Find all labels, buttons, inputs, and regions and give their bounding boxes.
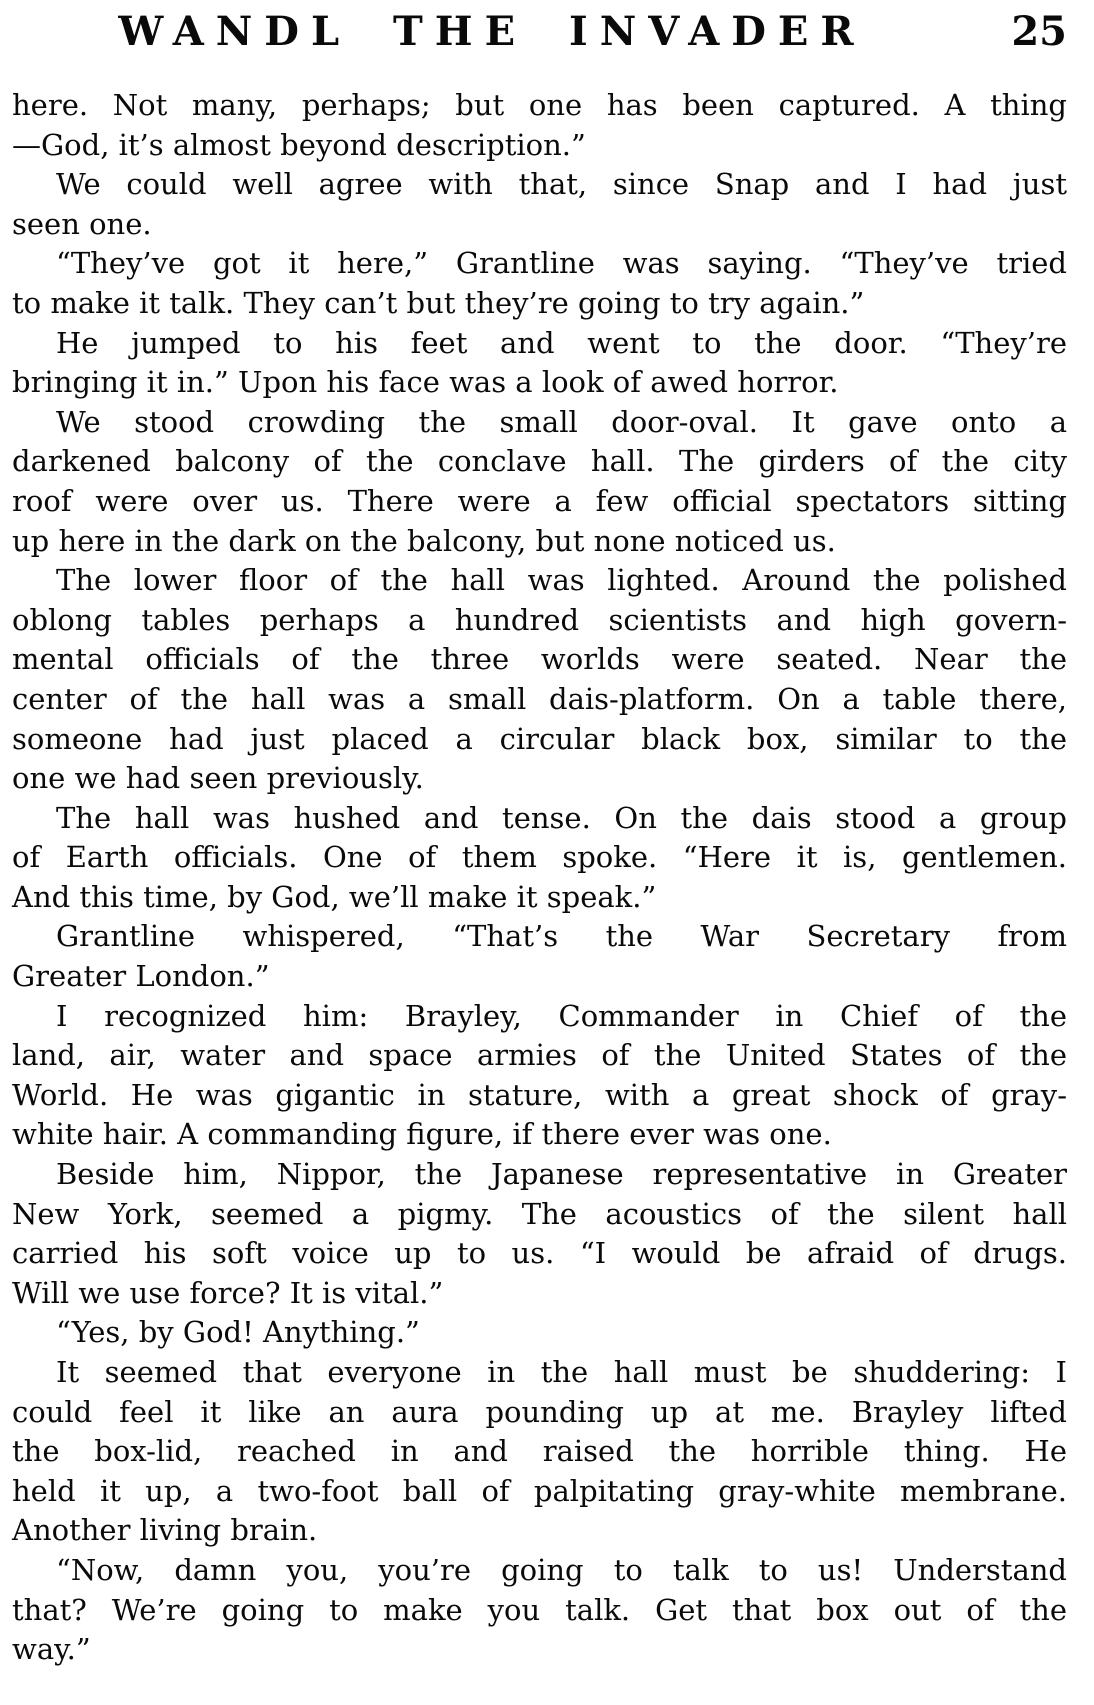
- paragraph: [12, 165, 1067, 244]
- text-line: And this time, by God, we’ll make it speak.”: [12, 879, 657, 914]
- text-line: held it up, a two-foot ball of palpitating gray-white membrane.: [12, 1473, 1067, 1508]
- text-line: World. He was gigantic in stature, with a great shock of gray-: [12, 1077, 1067, 1112]
- text-line: Grantline whispered, “That’s the War Secretary from: [56, 919, 1067, 954]
- text-line: “They’ve got it here,” Grantline was saying. “They’ve tried: [56, 246, 1067, 281]
- text-line: white hair. A commanding figure, if there ever was one.: [12, 1117, 832, 1152]
- text-line: Will we use force? It is vital.”: [12, 1275, 444, 1310]
- text-line: oblong tables perhaps a hundred scientists and high govern-: [12, 602, 1067, 637]
- text-line: mental officials of the three worlds were seated. Near the: [12, 642, 1067, 677]
- running-title: WANDL THE INVADER: [118, 8, 866, 55]
- text-line: The lower floor of the hall was lighted. Around the polished: [56, 563, 1067, 598]
- paragraph: [12, 1313, 1067, 1353]
- text-line: way.”: [12, 1632, 91, 1667]
- text-line: to make it talk. They can’t but they’re going to try again.”: [12, 285, 865, 320]
- text-line: roof were over us. There were a few official spectators sitting: [12, 483, 1067, 518]
- text-line: that? We’re going to make you talk. Get that box out of the: [12, 1592, 1067, 1627]
- paragraph: [12, 1353, 1067, 1551]
- paragraph: [12, 1155, 1067, 1313]
- text-line: Beside him, Nippor, the Japanese representative in Greater: [56, 1157, 1067, 1192]
- text-line: here. Not many, perhaps; but one has been captured. A thing: [12, 88, 1067, 122]
- text-line: one we had seen previously.: [12, 761, 424, 796]
- text-line: The hall was hushed and tense. On the dais stood a group: [56, 800, 1067, 835]
- paragraph: [12, 799, 1067, 918]
- text-line: “Now, damn you, you’re going to talk to us! Understand: [56, 1552, 1067, 1587]
- text-line: the box-lid, reached in and raised the horrible thing. He: [12, 1434, 1067, 1469]
- text-line: It seemed that everyone in the hall must be shuddering: I: [56, 1355, 1067, 1389]
- paragraph: [12, 324, 1067, 403]
- text-line: up here in the dark on the balcony, but none noticed us.: [12, 523, 836, 558]
- page-number: 25: [1011, 8, 1067, 55]
- text-line: of Earth officials. One of them spoke. “Here it is, gentlemen.: [12, 840, 1067, 875]
- text-line: carried his soft voice up to us. “I would be afraid of drugs.: [12, 1236, 1067, 1271]
- page-body: [0, 86, 1094, 1670]
- text-line: Greater London.”: [12, 959, 270, 994]
- text-line: New York, seemed a pigmy. The acoustics of the silent hall: [12, 1196, 1067, 1231]
- text-line: We stood crowding the small door-oval. It gave onto a: [56, 404, 1067, 439]
- paragraph: [12, 244, 1067, 323]
- text-line: someone had just placed a circular black box, similar to the: [12, 721, 1067, 756]
- paragraph: [12, 917, 1067, 996]
- text-line: could feel it like an aura pounding up at me. Brayley lifted: [12, 1394, 1067, 1429]
- text-line: bringing it in.” Upon his face was a look of awed horror.: [12, 365, 839, 400]
- text-line: “Yes, by God! Anything.”: [56, 1315, 420, 1350]
- text-line: seen one.: [12, 206, 152, 241]
- text-line: —God, it’s almost beyond description.”: [12, 127, 586, 162]
- paragraph: [12, 1551, 1067, 1670]
- text-line: I recognized him: Brayley, Commander in Chief of the: [56, 998, 1067, 1033]
- text-line: land, air, water and space armies of the United States of the: [12, 1038, 1067, 1073]
- text-line: center of the hall was a small dais-platform. On a table there,: [12, 681, 1067, 716]
- text-line: Another living brain.: [12, 1513, 318, 1548]
- text-line: We could well agree with that, since Snap and I had just: [56, 167, 1067, 202]
- text-line: He jumped to his feet and went to the door. “They’re: [56, 325, 1067, 360]
- text-line: darkened balcony of the conclave hall. The girders of the city: [12, 444, 1067, 479]
- paragraph: [12, 403, 1067, 561]
- page-header: [0, 0, 1094, 70]
- paragraph: [12, 997, 1067, 1155]
- paragraph: [12, 86, 1067, 165]
- paragraph: [12, 561, 1067, 799]
